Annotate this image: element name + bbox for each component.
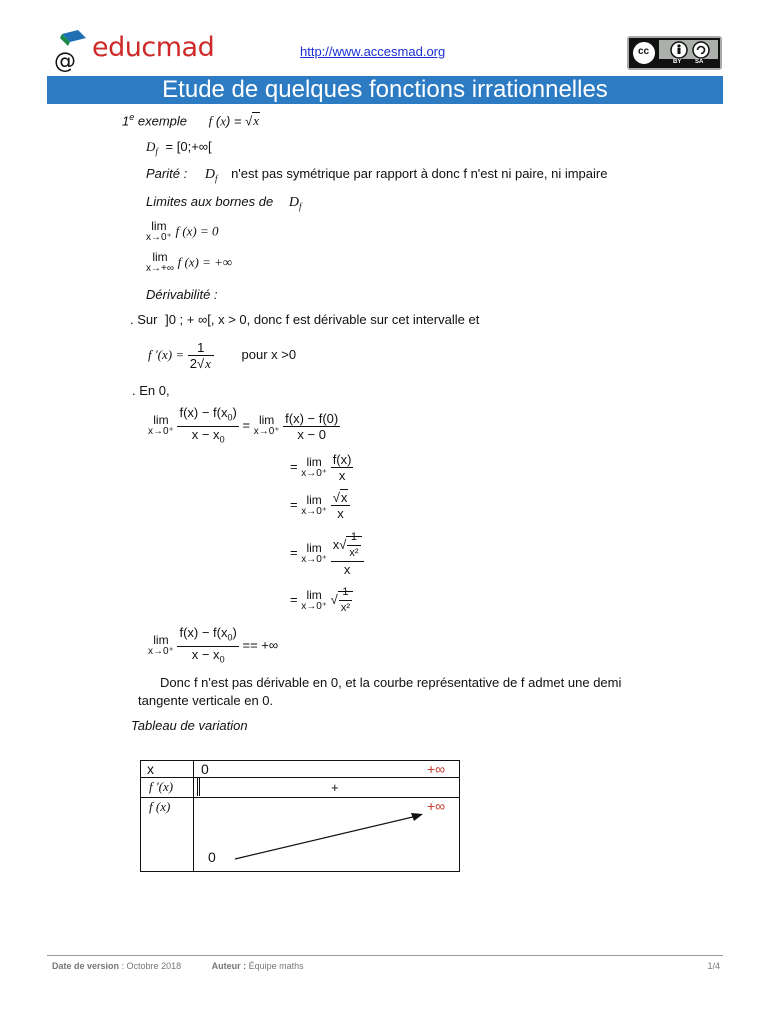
table-fprime-sign: + bbox=[331, 780, 339, 795]
table-x-end: +∞ bbox=[427, 761, 446, 777]
parity-line: Parité : $D_f$ n'est pas symétrique par rapport à donc f n'est ni paire, ni impaire bbox=[146, 166, 608, 184]
rate-limit-result: lim x→0⁺ $\frac{f(x) - f(x_0)}{x - x_0}$ == +∞ bbox=[148, 625, 279, 665]
derivability-label: Dérivabilité : bbox=[146, 287, 218, 302]
table-f-start: 0 bbox=[208, 849, 216, 865]
cc-by-text: BY bbox=[673, 59, 682, 65]
version-label: Date de version bbox=[52, 961, 120, 971]
derivative-formula: f '(x) = $\frac{1}{2√x}$ pour x >0 bbox=[148, 340, 297, 371]
limit-at-infinity: lim x→+∞ f (x) = +∞ bbox=[146, 250, 233, 274]
version-value: : Octobre 2018 bbox=[121, 961, 182, 971]
logo-book-icon bbox=[52, 28, 92, 72]
rate-limit-4: = lim x→0⁺ x√ $\frac{1}{\text{x²}}$ x bbox=[290, 530, 364, 577]
table-f-label: f (x) bbox=[149, 799, 171, 814]
svg-text:@: @ bbox=[54, 49, 76, 72]
variation-table bbox=[140, 760, 460, 872]
footer-divider bbox=[47, 955, 723, 956]
table-x-label: x bbox=[147, 761, 154, 777]
author-value: Équipe maths bbox=[248, 961, 304, 971]
logo-text-b: mad bbox=[155, 32, 215, 63]
cc-text: cc bbox=[638, 46, 650, 57]
conclusion-line-2: tangente verticale en 0. bbox=[138, 693, 274, 708]
interval-line: . Sur ]0 ; + ∞[, x > 0, donc f est dérivable sur cet intervalle et bbox=[130, 312, 480, 327]
footer bbox=[52, 961, 720, 971]
title-bar bbox=[47, 76, 723, 104]
site-link[interactable]: http://www.accesmad.org bbox=[300, 44, 446, 59]
parity-text: n'est pas symétrique par rapport à donc f n'est ni paire, ni impaire bbox=[231, 166, 608, 181]
limit-at-zero: lim x→0⁺ f (x) = 0 bbox=[146, 219, 219, 243]
page-number: 1/4 bbox=[707, 961, 720, 971]
at-zero-label: . En 0, bbox=[132, 383, 170, 398]
domain-line: $D_f$ = [0;+∞[ bbox=[146, 139, 212, 157]
table-f-end: +∞ bbox=[427, 798, 446, 814]
increasing-arrow bbox=[141, 761, 459, 871]
document-title: Etude de quelques fonctions irrationnelles bbox=[162, 76, 608, 103]
example-heading: 1e exemple f (x) = √x bbox=[122, 112, 260, 129]
rate-limit-2: = lim x→0⁺ $\frac{f(x)}{x}$ bbox=[290, 452, 352, 483]
cc-sa-text: SA bbox=[695, 59, 704, 65]
conclusion-line-1: Donc f n'est pas dérivable en 0, et la courbe représentative de f admet une demi bbox=[160, 675, 622, 690]
author-label: Auteur : bbox=[211, 961, 247, 971]
rate-limit-3: = lim x→0⁺ $\frac{√x}{x}$ bbox=[290, 490, 350, 521]
table-x-start: 0 bbox=[201, 761, 209, 777]
limits-line: Limites aux bornes de $D_f$ bbox=[146, 194, 302, 212]
rate-limit-1: lim x→0⁺ $\frac{f(x) - f(x_0)}{x - x_0}$ = lim x→0⁺ $\frac{f(x) - f(0)}{x - 0}$ bbox=[148, 405, 339, 445]
logo-text-a: educ bbox=[92, 32, 156, 63]
interval: ]0 ; + ∞[ bbox=[165, 312, 211, 327]
table-fprime-label: f '(x) bbox=[149, 779, 174, 794]
educmad-logo bbox=[52, 28, 215, 72]
domain-value: = [0;+∞[ bbox=[165, 139, 212, 154]
cc-license-badge bbox=[627, 36, 722, 70]
rate-limit-5: = lim x→0⁺ √ $\frac{1}{\text{x²}}$ bbox=[290, 585, 353, 616]
variation-table-label: Tableau de variation bbox=[131, 718, 248, 733]
